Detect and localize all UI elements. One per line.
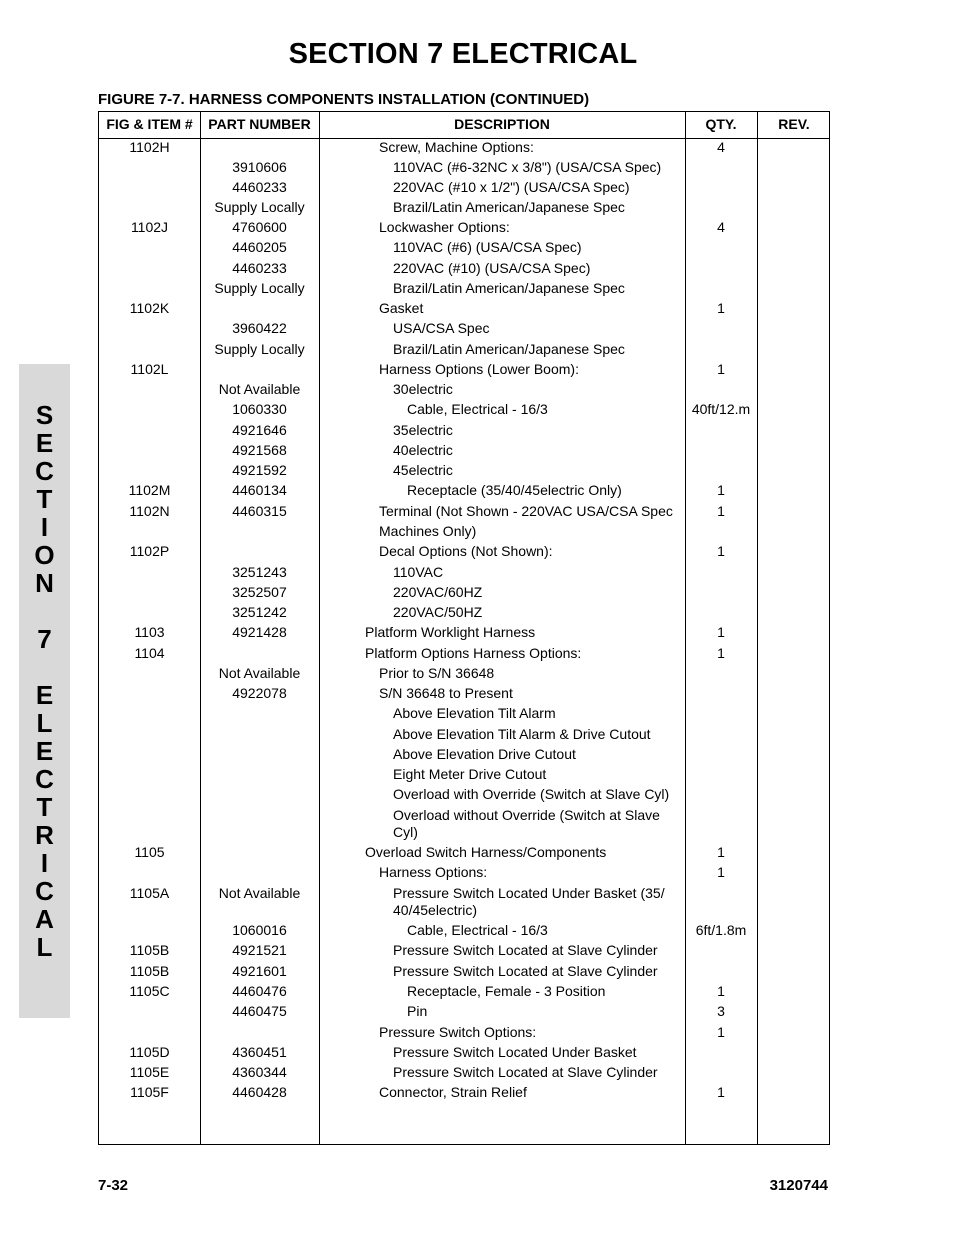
description-cell: Pressure Switch Located Under Basket (35/ bbox=[393, 885, 665, 901]
part-number-cell: 4460205 bbox=[232, 239, 287, 255]
description-cell: Harness Options: bbox=[379, 864, 488, 880]
description-cell: Above Elevation Tilt Alarm & Drive Cutout bbox=[393, 726, 651, 742]
description-cell: Pressure Switch Located at Slave Cylinder bbox=[393, 1064, 658, 1080]
description-cell: USA/CSA Spec bbox=[393, 320, 490, 336]
fig-item-cell: 1103 bbox=[134, 624, 165, 640]
qty-cell: 1 bbox=[717, 645, 725, 661]
part-number-cell: 4460315 bbox=[232, 503, 287, 519]
side-tab-letter: C bbox=[35, 456, 54, 486]
description-cell: Receptacle (35/40/45electric Only) bbox=[407, 482, 622, 498]
part-number-cell: 3960422 bbox=[232, 320, 287, 336]
side-tab-letter: S bbox=[35, 400, 54, 430]
part-number-cell: 4360451 bbox=[232, 1044, 287, 1060]
header-qty: QTY. bbox=[705, 116, 737, 132]
part-number-cell: 4460233 bbox=[232, 179, 287, 195]
fig-item-cell: 1104 bbox=[134, 645, 165, 661]
qty-cell: 1 bbox=[717, 300, 725, 316]
side-tab-letter: L bbox=[36, 708, 53, 738]
description-cell: Pin bbox=[407, 1003, 428, 1019]
part-number-cell: 4921428 bbox=[232, 624, 287, 640]
qty-cell: 1 bbox=[717, 503, 725, 519]
qty-cell: 4 bbox=[717, 139, 725, 155]
part-number-cell: 1060016 bbox=[232, 922, 287, 938]
fig-item-cell: 1105A bbox=[129, 885, 170, 901]
description-cell: Platform Worklight Harness bbox=[365, 624, 536, 640]
part-number-cell: 4460475 bbox=[232, 1003, 287, 1019]
part-number-cell: 4921521 bbox=[232, 942, 287, 958]
description-cell: Platform Options Harness Options: bbox=[365, 645, 582, 661]
description-cell: 220VAC (#10 x 1/2") (USA/CSA Spec) bbox=[393, 179, 630, 195]
fig-item-cell: 1102J bbox=[130, 219, 169, 235]
description-cell: Overload Switch Harness/Components bbox=[365, 844, 607, 860]
description-cell: 35electric bbox=[393, 422, 453, 438]
side-tab-letter: 7 bbox=[37, 624, 52, 654]
side-tab-letter: E bbox=[35, 736, 54, 766]
header-fig-item: FIG & ITEM # bbox=[106, 116, 193, 132]
fig-item-cell: 1105C bbox=[129, 983, 170, 999]
section-side-tab bbox=[19, 364, 70, 1018]
fig-item-cell: 1105F bbox=[130, 1084, 169, 1100]
qty-cell: 1 bbox=[717, 983, 725, 999]
fig-item-cell: 1105E bbox=[129, 1064, 170, 1080]
side-tab-letter: N bbox=[35, 568, 54, 598]
fig-item-cell: 1102N bbox=[129, 503, 170, 519]
qty-cell: 40ft/12.m bbox=[691, 401, 751, 417]
description-cell: 220VAC (#10) (USA/CSA Spec) bbox=[393, 260, 591, 276]
description-cell: Pressure Switch Located Under Basket bbox=[393, 1044, 637, 1060]
fig-item-cell: 1102P bbox=[129, 543, 170, 559]
side-tab-letter: R bbox=[35, 820, 54, 850]
description-cell: Gasket bbox=[379, 300, 424, 316]
side-tab-letter: C bbox=[35, 764, 54, 794]
description-cell: 30electric bbox=[393, 381, 453, 397]
part-number-cell: 3910606 bbox=[232, 159, 287, 175]
description-cell: 110VAC bbox=[393, 564, 444, 580]
page-number: 7-32 bbox=[98, 1177, 129, 1194]
description-cell: 220VAC/50HZ bbox=[393, 604, 483, 620]
side-tab-letter: E bbox=[35, 428, 54, 458]
description-cell: Terminal (Not Shown - 220VAC USA/CSA Spec bbox=[379, 503, 673, 519]
side-tab-letter: L bbox=[36, 932, 53, 962]
description-cell: Cable, Electrical - 16/3 bbox=[407, 922, 548, 938]
qty-cell: 1 bbox=[717, 361, 725, 377]
qty-cell: 1 bbox=[717, 482, 725, 498]
description-cell: 220VAC/60HZ bbox=[393, 584, 483, 600]
part-number-cell: 4460476 bbox=[232, 983, 287, 999]
description-cell: Brazil/Latin American/Japanese Spec bbox=[393, 199, 625, 215]
part-number-cell: 4921646 bbox=[232, 422, 287, 438]
description-cell: 110VAC (#6) (USA/CSA Spec) bbox=[393, 239, 582, 255]
header-part-number: PART NUMBER bbox=[208, 116, 311, 132]
side-tab-letter: T bbox=[36, 792, 53, 822]
description-cell: Pressure Switch Located at Slave Cylinder bbox=[393, 963, 658, 979]
fig-item-cell: 1105 bbox=[134, 844, 165, 860]
part-number-cell: 3251242 bbox=[232, 604, 287, 620]
qty-cell: 6ft/1.8m bbox=[695, 922, 747, 938]
qty-cell: 1 bbox=[717, 543, 725, 559]
side-tab-letter: I bbox=[40, 848, 49, 878]
part-number-cell: Supply Locally bbox=[214, 341, 305, 357]
qty-cell: 1 bbox=[717, 1084, 725, 1100]
description-cell: Connector, Strain Relief bbox=[379, 1084, 527, 1100]
fig-item-cell: 1102L bbox=[130, 361, 169, 377]
qty-cell: 1 bbox=[717, 1024, 725, 1040]
part-number-cell: 4460134 bbox=[232, 482, 287, 498]
part-number-cell: 4921592 bbox=[232, 462, 287, 478]
description-cell: S/N 36648 to Present bbox=[379, 685, 513, 701]
part-number-cell: Not Available bbox=[218, 665, 301, 681]
part-number-cell: 4360344 bbox=[232, 1064, 287, 1080]
section-title: SECTION 7 ELECTRICAL bbox=[288, 38, 638, 70]
description-cell: Machines Only) bbox=[379, 523, 477, 539]
qty-cell: 4 bbox=[717, 219, 725, 235]
part-number-cell: 4922078 bbox=[232, 685, 287, 701]
description-cell: Decal Options (Not Shown): bbox=[379, 543, 553, 559]
fig-item-cell: 1105B bbox=[129, 942, 170, 958]
parts-table bbox=[98, 111, 830, 1145]
description-cell: Cable, Electrical - 16/3 bbox=[407, 401, 548, 417]
part-number-cell: Not Available bbox=[218, 885, 301, 901]
description-cell: Brazil/Latin American/Japanese Spec bbox=[393, 341, 625, 357]
part-number-cell: Supply Locally bbox=[214, 280, 305, 296]
description-cell: Pressure Switch Options: bbox=[379, 1024, 537, 1040]
side-tab-letter: E bbox=[35, 680, 54, 710]
description-cell: 40/45electric) bbox=[393, 902, 478, 918]
fig-item-cell: 1105D bbox=[129, 1044, 170, 1060]
part-number-cell: 4921601 bbox=[232, 963, 287, 979]
qty-cell: 3 bbox=[717, 1003, 725, 1019]
part-number-cell: 3251243 bbox=[232, 564, 287, 580]
qty-cell: 1 bbox=[717, 844, 725, 860]
part-number-cell: Supply Locally bbox=[214, 199, 305, 215]
side-tab-letter: I bbox=[40, 512, 49, 542]
description-cell: 45electric bbox=[393, 462, 453, 478]
description-cell: Above Elevation Tilt Alarm bbox=[393, 705, 556, 721]
part-number-cell: 1060330 bbox=[232, 401, 287, 417]
document-number: 3120744 bbox=[769, 1177, 828, 1194]
qty-cell: 1 bbox=[717, 624, 725, 640]
description-cell: 40electric bbox=[393, 442, 453, 458]
description-cell: Receptacle, Female - 3 Position bbox=[407, 983, 606, 999]
part-number-cell: 4760600 bbox=[232, 219, 287, 235]
description-cell: Prior to S/N 36648 bbox=[379, 665, 495, 681]
header-rev: REV. bbox=[778, 116, 810, 132]
part-number-cell: Not Available bbox=[218, 381, 301, 397]
fig-item-cell: 1102K bbox=[129, 300, 170, 316]
fig-item-cell: 1105B bbox=[129, 963, 170, 979]
description-cell: Lockwasher Options: bbox=[379, 219, 510, 235]
description-cell: Harness Options (Lower Boom): bbox=[379, 361, 579, 377]
description-cell: Cyl) bbox=[393, 824, 418, 840]
description-cell: Above Elevation Drive Cutout bbox=[393, 746, 576, 762]
part-number-cell: 3252507 bbox=[232, 584, 287, 600]
description-cell: 110VAC (#6-32NC x 3/8") (USA/CSA Spec) bbox=[393, 159, 662, 175]
figure-title: FIGURE 7-7. HARNESS COMPONENTS INSTALLATION (CONTINUED) bbox=[98, 91, 590, 108]
part-number-cell: 4460233 bbox=[232, 260, 287, 276]
part-number-cell: 4921568 bbox=[232, 442, 287, 458]
side-tab-letter: A bbox=[35, 904, 54, 934]
fig-item-cell: 1102H bbox=[129, 139, 170, 155]
side-tab-letter: C bbox=[35, 876, 54, 906]
description-cell: Screw, Machine Options: bbox=[379, 139, 534, 155]
description-cell: Pressure Switch Located at Slave Cylinder bbox=[393, 942, 658, 958]
side-tab-letter: O bbox=[34, 540, 55, 570]
description-cell: Overload with Override (Switch at Slave Cyl) bbox=[393, 786, 670, 802]
fig-item-cell: 1102M bbox=[128, 482, 171, 498]
description-cell: Eight Meter Drive Cutout bbox=[393, 766, 547, 782]
side-tab-letter: T bbox=[36, 484, 53, 514]
qty-cell: 1 bbox=[717, 864, 725, 880]
header-description: DESCRIPTION bbox=[454, 116, 550, 132]
part-number-cell: 4460428 bbox=[232, 1084, 287, 1100]
description-cell: Brazil/Latin American/Japanese Spec bbox=[393, 280, 625, 296]
description-cell: Overload without Override (Switch at Slave bbox=[393, 807, 660, 823]
